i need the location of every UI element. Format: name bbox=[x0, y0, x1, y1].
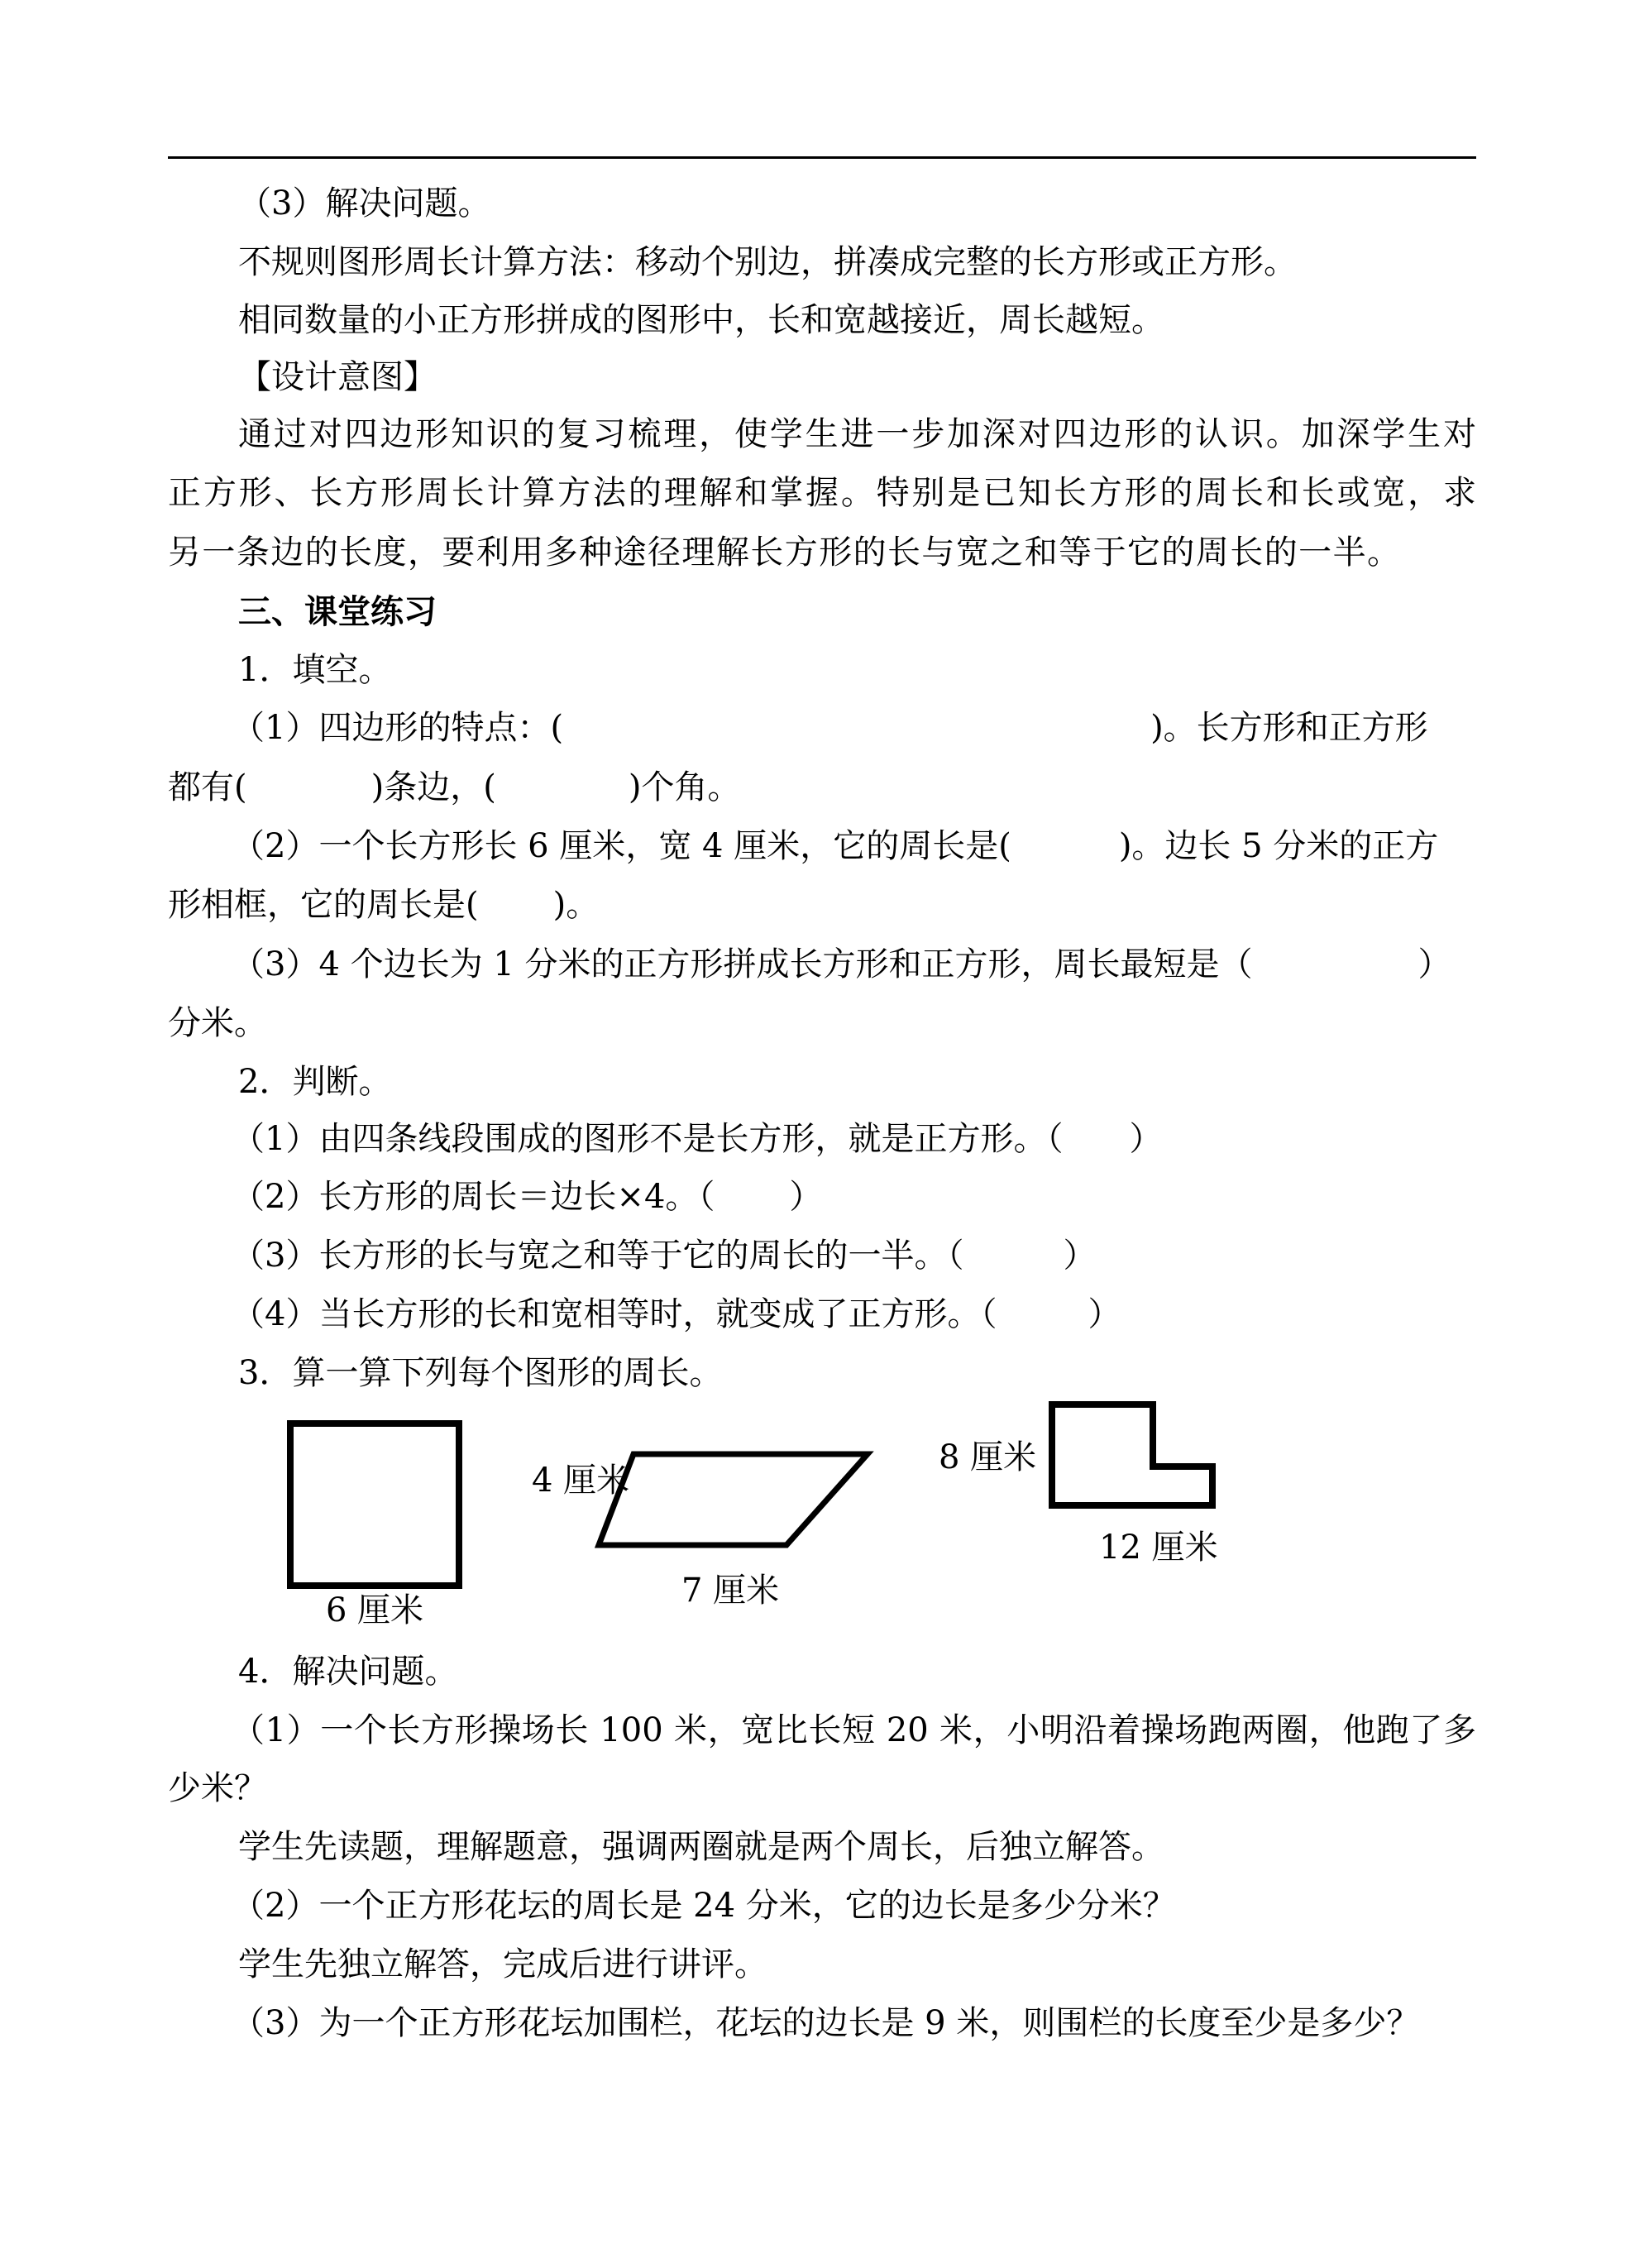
text-fragment: )个角。 bbox=[628, 768, 741, 806]
parallelogram-figure bbox=[599, 1454, 868, 1545]
text-fragment: ） bbox=[1088, 1295, 1121, 1333]
question-heading: 1．填空。 bbox=[238, 651, 392, 689]
teaching-note: 学生先独立解答，完成后进行讲评。 bbox=[238, 1945, 767, 1983]
parallelogram-side-label: 4 厘米 bbox=[532, 1462, 630, 1500]
text-fragment: （2）长方形的周长＝边长×4。（ bbox=[232, 1178, 715, 1216]
problem-text: （3）为一个正方形花坛加围栏，花坛的边长是 9 米，则围栏的长度至少是多少？ bbox=[232, 2004, 1420, 2042]
text-fragment: )。边长 5 分米的正方 bbox=[1118, 827, 1439, 865]
teaching-note: 学生先读题，理解题意，强调两圈就是两个周长，后独立解答。 bbox=[238, 1828, 1164, 1866]
l-shape-figure bbox=[1052, 1404, 1212, 1505]
problem-text: （2）一个正方形花坛的周长是 24 分米，它的边长是多少分米？ bbox=[232, 1887, 1176, 1925]
solve-problem-heading: （3）解决问题。 bbox=[238, 184, 491, 222]
text-fragment: 形相框，它的周长是( bbox=[168, 886, 479, 924]
text-fragment: （3）长方形的长与宽之和等于它的周长的一半。（ bbox=[232, 1237, 964, 1275]
parallelogram-base-label: 7 厘米 bbox=[681, 1572, 780, 1610]
square-side-label: 6 厘米 bbox=[326, 1591, 424, 1629]
problem-text: （1）一个长方形操场长 100 米，宽比长短 20 米，小明沿着操场跑两圈，他跑了多 bbox=[232, 1711, 1476, 1749]
text-fragment: ） bbox=[1417, 945, 1451, 983]
text-fragment: )条边，( bbox=[371, 768, 496, 806]
text-line: 通过对四边形知识的复习梳理，使学生进一步加深对四边形的认识。加深学生对 bbox=[238, 415, 1476, 453]
text-fragment: ） bbox=[1129, 1120, 1163, 1158]
text-fragment: ） bbox=[1063, 1237, 1097, 1275]
text-line: 不规则图形周长计算方法：移动个别边，拼凑成完整的长方形或正方形。 bbox=[238, 243, 1297, 281]
section-heading: 三、课堂练习 bbox=[238, 592, 437, 631]
text-line: 正方形、长方形周长计算方法的理解和掌握。特别是已知长方形的周长和长或宽，求 bbox=[168, 474, 1476, 512]
text-fragment: （4）当长方形的长和宽相等时，就变成了正方形。（ bbox=[232, 1295, 997, 1333]
lshape-width-label: 12 厘米 bbox=[1099, 1529, 1218, 1567]
text-fragment: ） bbox=[789, 1178, 823, 1216]
text-line: 另一条边的长度，要利用多种途径理解长方形的长与宽之和等于它的周长的一半。 bbox=[168, 534, 1400, 572]
lshape-height-label: 8 厘米 bbox=[939, 1438, 1037, 1476]
text-fragment: 都有( bbox=[168, 768, 247, 806]
question-heading: 2．判断。 bbox=[238, 1063, 392, 1101]
square-figure bbox=[290, 1423, 459, 1586]
text-fragment: （3）4 个边长为 1 分米的正方形拼成长方形和正方形，周长最短是（ bbox=[232, 945, 1253, 983]
text-line: 分米。 bbox=[168, 1004, 267, 1042]
text-line: 相同数量的小正方形拼成的图形中，长和宽越接近，周长越短。 bbox=[238, 301, 1164, 339]
question-heading: 4．解决问题。 bbox=[238, 1653, 458, 1691]
text-fragment: )。长方形和正方形 bbox=[1150, 709, 1428, 747]
text-fragment: )。 bbox=[552, 886, 600, 924]
text-fragment: （1）由四条线段围成的图形不是长方形，就是正方形。（ bbox=[232, 1120, 1064, 1158]
text-fragment: （2）一个长方形长 6 厘米，宽 4 厘米，它的周长是( bbox=[232, 827, 1011, 865]
problem-text: 少米？ bbox=[168, 1769, 267, 1807]
question-heading: 3．算一算下列每个图形的周长。 bbox=[238, 1354, 723, 1392]
text-fragment: （1）四边形的特点：( bbox=[232, 709, 564, 747]
design-intent-heading: 【设计意图】 bbox=[238, 358, 437, 396]
